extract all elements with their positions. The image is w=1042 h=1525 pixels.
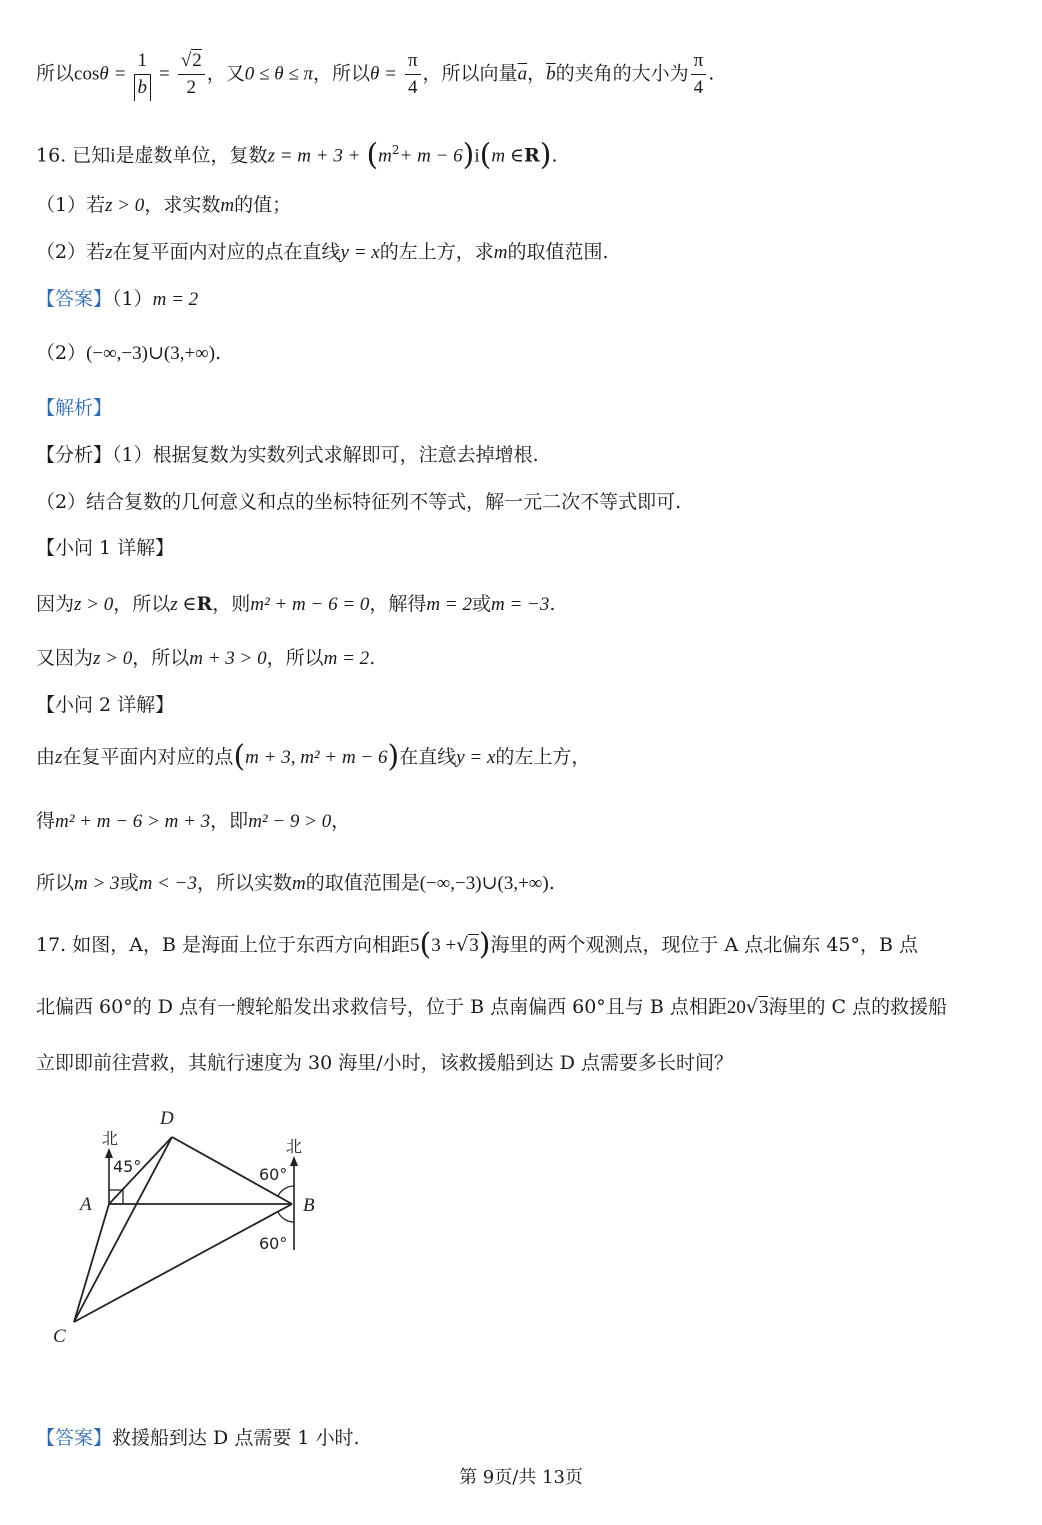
label-point-c: C — [53, 1326, 66, 1347]
q16-part1: （1）若z > 0，求实数m的值； — [36, 194, 292, 216]
fraction-sqrt2-over-2: $\frac{√2}{2}$ — [178, 48, 205, 101]
north-arrowhead-a — [105, 1148, 113, 1158]
fraction-pi-over-4-b: $\frac{\pi}{4}$ — [691, 48, 707, 101]
subquestion-1-heading: 【小问 1 详解】 — [36, 537, 175, 559]
analysis-tag: 【解析】 — [36, 397, 113, 419]
label-angle-60-bottom: 60° — [259, 1234, 288, 1253]
label-angle-45: 45° — [113, 1157, 142, 1176]
q17-line1: 17. 如图，A，B 是海面上位于东西方向相距5(3 +√3)海里的两个观测点，现位于 A 点北偏东 45°，B 点 — [36, 927, 919, 962]
cos-theta-line: 所以cosθ = $\frac{1}{b}$ = $\frac{√2}{2}$ ，又0 ≤ θ ≤ π，所以θ = $\frac{\pi}{4}$ ，所以向量$\overline{a}$，$\overline{b}$的夹角的大小为 $\frac{\pi}{4}$ . — [36, 48, 1012, 101]
solution2-line2: 得m² + m − 6 > m + 3，即m² − 9 > 0， — [36, 810, 351, 832]
label-point-d: D — [160, 1108, 174, 1129]
answer-tag: 【答案】 — [36, 288, 113, 310]
solution1-line1: 因为z > 0，所以z ∈R，则m² + m − 6 = 0，解得m = 2或m = −3. — [36, 593, 556, 615]
analysis-fenxi-2: （2）结合复数的几何意义和点的坐标特征列不等式，解一元二次不等式即可. — [36, 491, 682, 513]
answer17-line: 【答案】救援船到达 D 点需要 1 小时. — [36, 1427, 360, 1449]
q17-line3: 立即即前往营救，其航行速度为 30 海里/小时，该救援船到达 D 点需要多长时间？ — [36, 1052, 733, 1074]
segment-ca — [74, 1204, 109, 1322]
angle-arc-b-bottom — [278, 1212, 294, 1222]
label-point-a: A — [80, 1194, 92, 1215]
segment-cb — [74, 1204, 292, 1322]
fraction-1-over-b: $\frac{1}{b}$ — [134, 48, 152, 101]
solution2-line3: 所以m > 3或m < −3，所以实数m的取值范围是(−∞,−3)∪(3,+∞). — [36, 872, 555, 894]
fraction-pi-over-4-a: $\frac{\pi}{4}$ — [405, 48, 421, 101]
label-north-b: 北 — [286, 1137, 303, 1156]
page-footer: 第 9页/共 13页 — [459, 1467, 583, 1488]
vector-a: $\overline{a}$ — [517, 63, 528, 85]
q16-part2: （2）若z在复平面内对应的点在直线y = x的左上方，求m的取值范围. — [36, 241, 609, 263]
angle-arc-b-top — [278, 1186, 294, 1196]
answer16-line2: （2）(−∞,−3)∪(3,+∞). — [36, 342, 222, 364]
answer16-line1: 【答案】（1）m = 2 — [36, 288, 199, 310]
solution2-line1: 由z在复平面内对应的点(m + 3, m² + m − 6)在直线y = x的左上方， — [36, 739, 591, 774]
vector-b: $\overline{b}$ — [546, 63, 556, 85]
subquestion-2-heading: 【小问 2 详解】 — [36, 694, 175, 716]
label-north-a: 北 — [102, 1129, 119, 1148]
analysis-fenxi-1: 【分析】（1）根据复数为实数列式求解即可，注意去掉增根. — [36, 444, 539, 466]
geometry-diagram — [40, 1100, 340, 1350]
q17-line2: 北偏西 60°的 D 点有一艘轮船发出求救信号，位于 B 点南偏西 60°且与 B 点相距20√3海里的 C 点的救援船 — [36, 996, 948, 1018]
north-arrowhead-b — [290, 1156, 298, 1166]
label-point-b: B — [303, 1195, 315, 1216]
label-angle-60-top: 60° — [259, 1165, 288, 1184]
solution1-line2: 又因为z > 0，所以m + 3 > 0，所以m = 2. — [36, 647, 376, 669]
q16-stem: 16. 已知i是虚数单位，复数$z = m + 3 + (m^2+ m - 6)i(m$ ∈R). — [36, 137, 558, 173]
